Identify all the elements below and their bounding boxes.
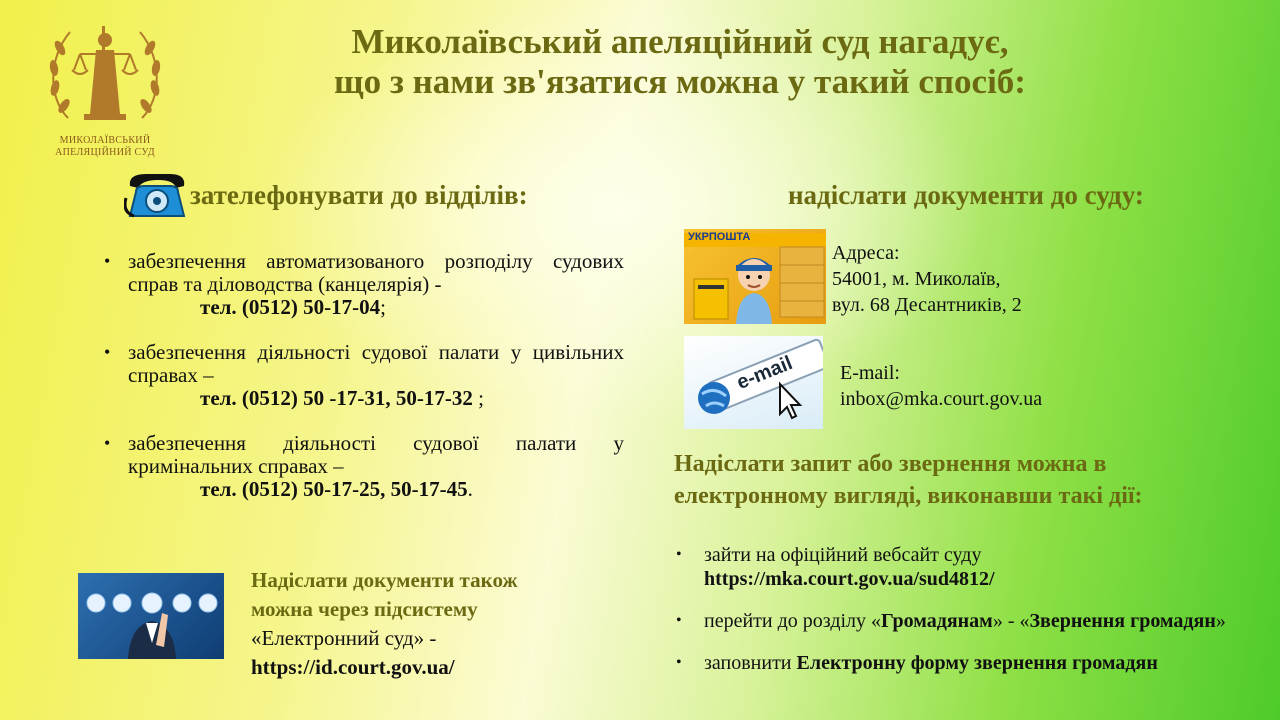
dept-phone [128, 478, 624, 501]
telephone-icon [124, 168, 190, 220]
list-item [672, 651, 1262, 675]
step-1-text: зайти на офіційний вебсайт суду [704, 544, 982, 566]
ukrposhta-image [684, 229, 826, 324]
document-icon [199, 594, 217, 612]
e-court-link[interactable]: https://id.court.gov.ua/ [251, 655, 455, 679]
cursor-icon [780, 384, 800, 418]
people-icon [87, 594, 105, 612]
request-heading-line-2: електронному вигляді, виконавши такі дії: [674, 483, 1143, 509]
title-line-2: що з нами зв'язатися можна у такий спосіб: [334, 62, 1026, 101]
phone-end: ; [380, 295, 386, 319]
phone-list [102, 250, 624, 523]
address-line-1: 54001, м. Миколаїв, [832, 268, 1001, 290]
scales-icon [142, 593, 162, 613]
email-value[interactable]: inbox@mka.court.gov.ua [840, 388, 1043, 410]
dept-phone [128, 296, 624, 319]
email-image [684, 336, 823, 429]
court-logo [40, 18, 170, 158]
list-item [672, 543, 1262, 591]
address-block [832, 240, 1022, 318]
step-3-pre: заповнити [704, 652, 797, 674]
e-court-block [251, 566, 518, 682]
logo-caption-line2: АПЕЛЯЦІЙНИЙ СУД [55, 147, 155, 158]
request-heading [674, 448, 1143, 512]
appeals-section: Звернення громадян [1029, 610, 1216, 632]
phone-number: тел. (0512) 50 -17-31, 50-17-32 [200, 386, 473, 410]
citizens-section: Громадянам [881, 610, 993, 632]
globe-icon [698, 382, 730, 414]
title-line-1: Миколаївський апеляційний суд нагадує, [351, 22, 1009, 61]
dept-phone [128, 387, 624, 410]
e-court-line-2: можна через підсистему [251, 597, 478, 621]
phone-end: ; [472, 386, 484, 410]
appeal-form-name: Електронну форму звернення громадян [796, 652, 1158, 674]
e-court-image [78, 573, 224, 659]
email-label: E-mail: [840, 362, 900, 384]
step-2-mid: » - « [992, 610, 1030, 632]
phone-heading: зателефонувати до відділів: [190, 180, 528, 210]
e-court-line-1: Надіслати документи також [251, 568, 518, 592]
phone-number: тел. (0512) 50-17-25, 50-17-45 [200, 477, 468, 501]
list-item [102, 250, 624, 319]
dept-text: забезпечення діяльності судової палати у кримінальних справах – [128, 431, 624, 478]
logo-caption-line1: МИКОЛАЇВСЬКИЙ [59, 135, 151, 146]
dept-text: забезпечення автоматизованого розподілу судових справ та діловодства (канцелярія) - [128, 249, 624, 296]
postman-icon [684, 229, 826, 324]
e-court-line-3: «Електронний суд» - [251, 626, 437, 650]
book-icon [113, 594, 131, 612]
email-image-text: e-mail [733, 352, 796, 395]
list-item [102, 341, 624, 410]
address-line-2: вул. 68 Десантників, 2 [832, 294, 1022, 316]
list-item [672, 609, 1262, 633]
step-2-pre: перейти до розділу « [704, 610, 882, 632]
list-item [102, 432, 624, 501]
court-website-link[interactable]: https://mka.court.gov.ua/sud4812/ [704, 568, 995, 590]
address-label: Адреса: [832, 242, 900, 264]
page-title [230, 22, 1130, 102]
request-steps [672, 543, 1262, 693]
phone-end: . [467, 477, 473, 501]
post-logo-text: УКРПОШТА [688, 231, 751, 243]
themis-scales-icon [40, 18, 170, 130]
dept-text: забезпечення діяльності судової палати у цивільних справах – [128, 340, 624, 387]
request-heading-line-1: Надіслати запит або звернення можна в [674, 451, 1107, 477]
gavel-icon [173, 594, 191, 612]
mail-heading: надіслати документи до суду: [788, 180, 1144, 210]
email-block [840, 360, 1042, 412]
step-2-post: » [1215, 610, 1226, 632]
phone-number: тел. (0512) 50-17-04 [200, 295, 381, 319]
